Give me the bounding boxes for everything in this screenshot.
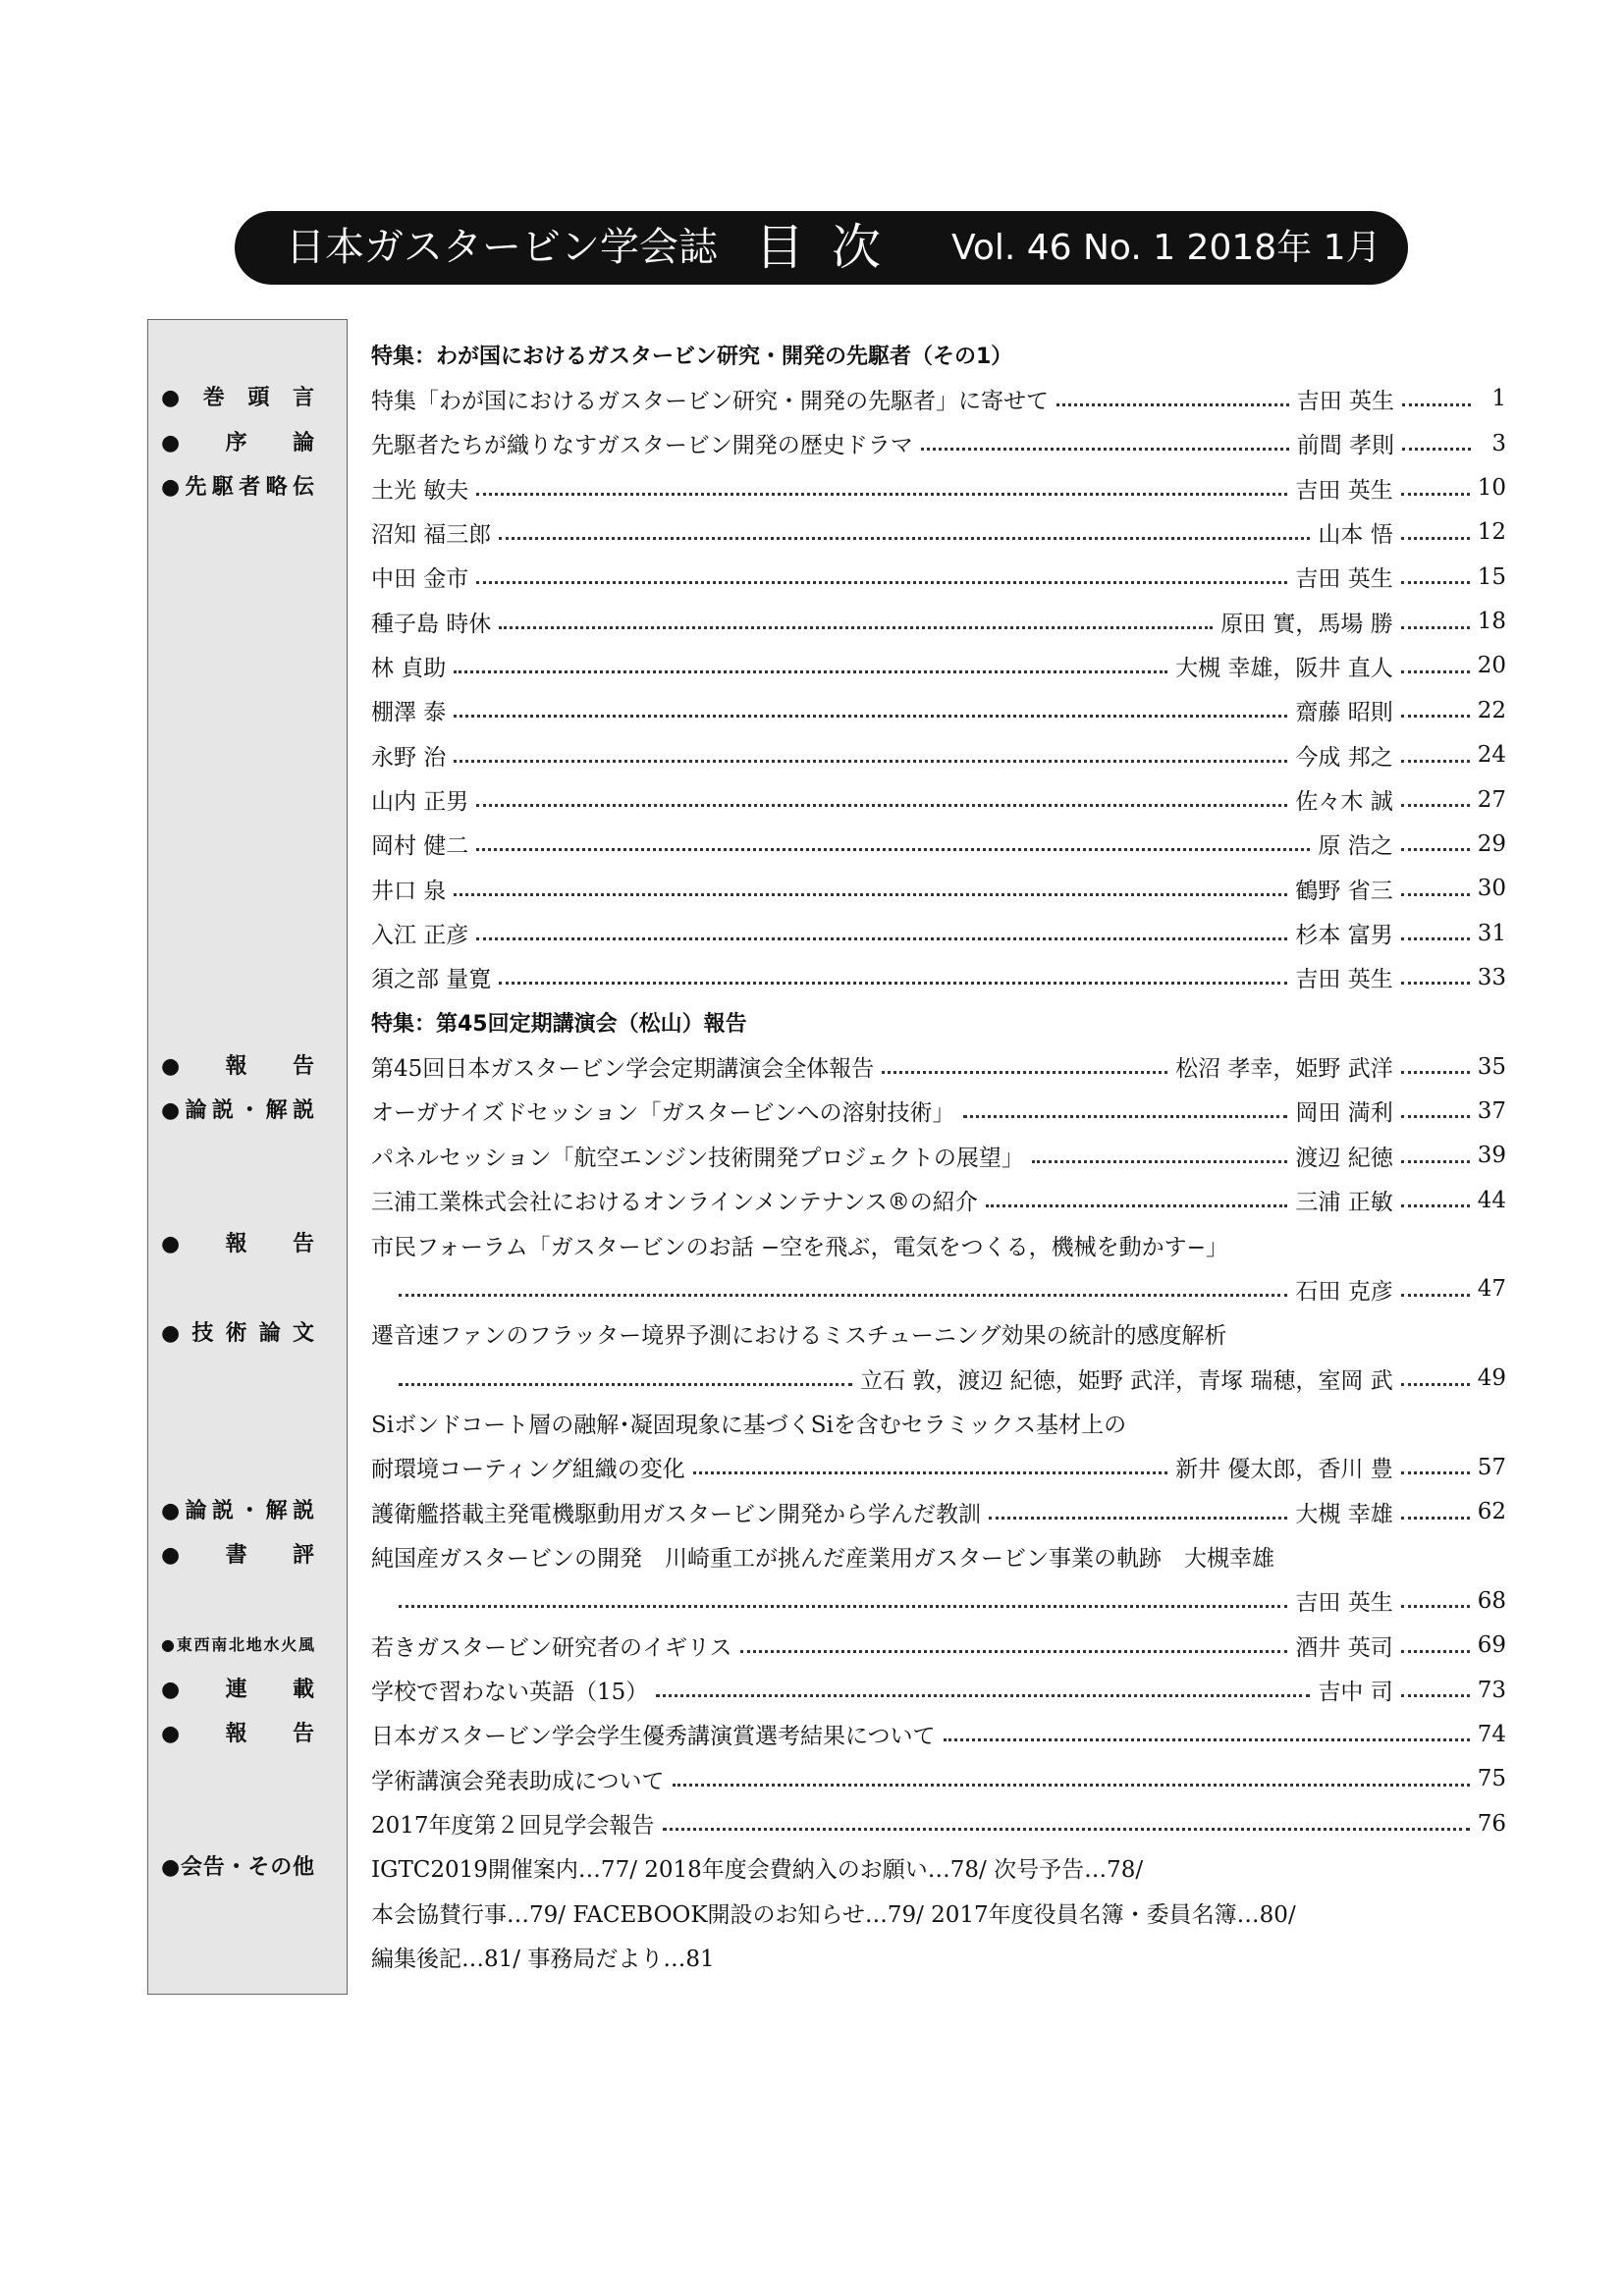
entry-author: 山本 悟 xyxy=(1318,521,1393,548)
entry-page-number: 3 xyxy=(1491,430,1506,456)
toc-line xyxy=(0,1846,1624,1890)
contents-title: 目次 xyxy=(755,219,908,276)
entry-author: 吉田 英生 xyxy=(1295,477,1393,504)
toc-category: ●技術論文 xyxy=(161,1320,314,1346)
dot-leader xyxy=(1401,1650,1470,1653)
entry-page-number: 62 xyxy=(1477,1499,1506,1525)
toc-entry[interactable] xyxy=(371,466,1506,509)
toc-line xyxy=(0,733,1624,776)
dot-leader xyxy=(399,1605,1287,1608)
entry-title: 遷音速ファンのフラッター境界予測におけるミスチューニング効果の統計的感度解析 xyxy=(371,1323,1227,1350)
entry-author: 吉中 司 xyxy=(1318,1680,1393,1705)
dot-leader xyxy=(1401,893,1470,896)
entry-author: 大槻 幸雄，阪井 直人 xyxy=(1175,655,1393,681)
entry-author: 大槻 幸雄 xyxy=(1295,1501,1393,1527)
entry-author: 石田 克彦 xyxy=(1295,1278,1393,1305)
entry-title: 沼知 福三郎 xyxy=(371,521,492,548)
toc-category: ●報告 xyxy=(161,1721,314,1746)
toc-line xyxy=(0,1669,1624,1712)
entry-page-number: 49 xyxy=(1477,1365,1506,1392)
toc-line xyxy=(0,1179,1624,1222)
toc-entry[interactable] xyxy=(371,510,1506,554)
dot-leader xyxy=(1401,537,1470,540)
dot-leader xyxy=(1401,760,1470,763)
entry-title: 林 貞助 xyxy=(371,655,447,681)
dot-leader xyxy=(499,626,1213,629)
entry-title: 三浦工業株式会社におけるオンラインメンテナンス®の紹介 xyxy=(371,1190,978,1216)
toc-entry[interactable] xyxy=(371,1090,1506,1133)
entry-author: 原 浩之 xyxy=(1318,833,1393,860)
entry-title: 入江 正彦 xyxy=(371,923,469,949)
entry-author: 前間 孝則 xyxy=(1296,433,1394,459)
section-title: 特集：わが国におけるガスタービン研究・開発の先駆者（その1） xyxy=(371,344,1013,369)
dot-leader xyxy=(693,1471,1167,1474)
dot-leader xyxy=(499,982,1287,985)
toc-entry[interactable] xyxy=(371,1134,1506,1177)
toc-entry[interactable] xyxy=(371,422,1506,465)
dot-leader xyxy=(454,893,1287,896)
entry-author: 立石 敦，渡辺 紀徳，姫野 武洋，青塚 瑞穂，室岡 武 xyxy=(860,1367,1393,1394)
toc-line xyxy=(0,377,1624,420)
toc-line xyxy=(0,1357,1624,1400)
entry-title: 日本ガスタービン学会学生優秀講演賞選考結果について xyxy=(371,1724,936,1750)
journal-title: 日本ガスタービン学会誌 xyxy=(286,225,718,270)
dot-leader xyxy=(399,1383,852,1386)
toc-line xyxy=(0,778,1624,822)
dot-leader xyxy=(944,1738,1470,1741)
toc-entry[interactable] xyxy=(371,689,1506,732)
entry-author: 岡田 満利 xyxy=(1295,1100,1393,1127)
toc-entry[interactable] xyxy=(371,823,1506,866)
toc-entry[interactable] xyxy=(371,778,1506,822)
toc-entry[interactable] xyxy=(371,1401,1506,1444)
dot-leader xyxy=(1401,982,1470,985)
entry-page-number: 35 xyxy=(1477,1053,1506,1080)
toc-entry[interactable] xyxy=(371,1713,1506,1756)
dot-leader xyxy=(921,448,1289,451)
dot-leader xyxy=(1401,1160,1470,1163)
entry-title: 永野 治 xyxy=(371,744,447,771)
dot-leader xyxy=(454,760,1287,763)
entry-title: 純国産ガスタービンの開発 川崎重工が挑んだ産業用ガスタービン事業の軌跡 大槻幸雄 xyxy=(371,1545,1274,1572)
entry-page-number: 68 xyxy=(1477,1587,1506,1614)
toc-line xyxy=(0,1936,1624,1979)
entry-page-number: 10 xyxy=(1477,475,1506,502)
toc-entry[interactable] xyxy=(371,1624,1506,1667)
volume-info: Vol. 46 No. 1 2018年 1月 xyxy=(951,228,1381,268)
entry-author: 吉田 英生 xyxy=(1295,967,1393,993)
toc-entry[interactable] xyxy=(371,1891,1506,1934)
entry-title: 土光 敏夫 xyxy=(371,477,469,504)
entry-page-number: 76 xyxy=(1477,1810,1506,1837)
toc-line xyxy=(0,1534,1624,1577)
entry-title: 棚澤 泰 xyxy=(371,700,447,726)
dot-leader xyxy=(1401,581,1470,584)
toc-entry[interactable] xyxy=(371,1446,1506,1489)
dot-leader xyxy=(656,1694,1310,1697)
toc-line xyxy=(0,1802,1624,1845)
entry-title: 特集「わが国におけるガスタービン研究・開発の先駆者」に寄せて xyxy=(371,388,1049,414)
dot-leader xyxy=(1401,1115,1470,1118)
entry-page-number: 44 xyxy=(1477,1187,1506,1213)
entry-page-number: 24 xyxy=(1477,742,1506,769)
entry-page-number: 29 xyxy=(1477,830,1506,857)
entry-title: 護衛艦搭載主発電機駆動用ガスタービン開発から学んだ教訓 xyxy=(371,1501,981,1527)
dot-leader xyxy=(986,1204,1288,1207)
dot-leader xyxy=(476,581,1287,584)
toc-header-banner xyxy=(235,211,1408,285)
toc-line xyxy=(0,689,1624,732)
entry-author: 鶴野 省三 xyxy=(1295,878,1393,904)
dot-leader xyxy=(673,1784,1470,1787)
entry-title: 山内 正男 xyxy=(371,789,469,815)
entry-author: 新井 優太郎，香川 豊 xyxy=(1175,1457,1393,1483)
entry-page-number: 30 xyxy=(1477,876,1506,902)
entry-page-number: 37 xyxy=(1477,1097,1506,1124)
toc-line xyxy=(0,510,1624,554)
entry-page-number: 74 xyxy=(1477,1721,1506,1747)
entry-page-number: 69 xyxy=(1477,1632,1506,1659)
dot-leader xyxy=(476,848,1310,851)
toc-entry[interactable] xyxy=(371,733,1506,776)
toc-entry[interactable] xyxy=(371,1669,1506,1712)
toc-category: ●書評 xyxy=(161,1543,314,1569)
entry-page-number: 12 xyxy=(1477,519,1506,546)
entry-title: 須之部 量寛 xyxy=(371,967,492,993)
toc-entry[interactable] xyxy=(371,377,1506,420)
toc-line xyxy=(0,912,1624,955)
dot-leader xyxy=(499,537,1310,540)
dot-leader xyxy=(476,937,1287,940)
toc-entry[interactable] xyxy=(371,1490,1506,1533)
toc-line xyxy=(0,1624,1624,1667)
entry-author: 吉田 英生 xyxy=(1295,566,1393,593)
dot-leader xyxy=(989,1517,1287,1520)
entry-title: 2017年度第２回見学会報告 xyxy=(371,1813,655,1840)
toc-category: ●会告・その他 xyxy=(161,1854,314,1880)
entry-title: 第45回日本ガスタービン学会定期講演会全体報告 xyxy=(371,1056,875,1083)
entry-author: 吉田 英生 xyxy=(1296,388,1394,414)
toc-line xyxy=(0,867,1624,910)
toc-entry[interactable] xyxy=(371,956,1506,999)
entry-title: IGTC2019開催案内…77/ 2018年度会費納入のお願い…78/ 次号予告…78/ xyxy=(371,1857,1144,1884)
dot-leader xyxy=(1401,715,1470,718)
toc-section-heading xyxy=(371,333,1506,376)
dot-leader xyxy=(1401,1605,1470,1608)
toc-line xyxy=(0,600,1624,643)
toc-category: ●報告 xyxy=(161,1053,314,1079)
toc-line xyxy=(0,1134,1624,1177)
toc-line xyxy=(0,466,1624,509)
entry-title: 学術講演会発表助成について xyxy=(371,1768,665,1794)
toc-category: ●論説・解説 xyxy=(161,1097,314,1123)
toc-line xyxy=(0,1713,1624,1756)
toc-entry[interactable] xyxy=(371,1267,1506,1310)
toc-entry[interactable] xyxy=(371,1757,1506,1800)
dot-leader xyxy=(1401,1383,1470,1386)
toc-line xyxy=(0,422,1624,465)
toc-entry[interactable] xyxy=(371,1846,1506,1890)
entry-page-number: 22 xyxy=(1477,697,1506,723)
dot-leader xyxy=(1401,493,1470,496)
dot-leader xyxy=(1401,670,1470,673)
toc-category: ●巻頭言 xyxy=(161,386,314,411)
dot-leader xyxy=(663,1828,1470,1831)
dot-leader xyxy=(1401,1517,1470,1520)
dot-leader xyxy=(1032,1160,1287,1163)
toc-line xyxy=(0,1579,1624,1623)
entry-page-number: 73 xyxy=(1477,1677,1506,1703)
entry-page-number: 57 xyxy=(1477,1454,1506,1480)
entry-page-number: 1 xyxy=(1491,386,1506,412)
entry-author: 原田 實，馬場 勝 xyxy=(1220,611,1393,637)
toc-line xyxy=(0,333,1624,376)
toc-category: ●先駆者略伝 xyxy=(161,475,314,501)
toc-category: ●論説・解説 xyxy=(161,1499,314,1524)
toc-line xyxy=(0,1446,1624,1489)
toc-line xyxy=(0,1891,1624,1934)
dot-leader xyxy=(1401,848,1470,851)
toc-entry[interactable] xyxy=(371,600,1506,643)
dot-leader xyxy=(1401,1071,1470,1074)
dot-leader xyxy=(399,1294,1287,1297)
toc-line xyxy=(0,1267,1624,1310)
dot-leader xyxy=(454,670,1167,673)
toc-entry[interactable] xyxy=(371,1045,1506,1089)
entry-title: 先駆者たちが織りなすガスタービン開発の歴史ドラマ xyxy=(371,433,913,459)
toc-line xyxy=(0,1090,1624,1133)
dot-leader xyxy=(882,1071,1167,1074)
dot-leader xyxy=(963,1115,1288,1118)
entry-title: 井口 泉 xyxy=(371,878,447,904)
toc-line xyxy=(0,1045,1624,1089)
toc-entry[interactable] xyxy=(371,1179,1506,1222)
entry-page-number: 39 xyxy=(1477,1143,1506,1169)
entry-title: 市民フォーラム「ガスタービンのお話 −空を飛ぶ，電気をつくる，機械を動かす−」 xyxy=(371,1234,1228,1260)
toc-entry[interactable] xyxy=(371,644,1506,687)
toc-line xyxy=(0,1312,1624,1356)
dot-leader xyxy=(1401,1294,1470,1297)
dot-leader xyxy=(1402,403,1471,406)
dot-leader xyxy=(476,493,1287,496)
toc-line xyxy=(0,823,1624,866)
toc-entry[interactable] xyxy=(371,1312,1506,1356)
entry-page-number: 47 xyxy=(1477,1276,1506,1303)
entry-author: 三浦 正敏 xyxy=(1295,1190,1393,1216)
toc-line xyxy=(0,956,1624,999)
dot-leader xyxy=(476,804,1287,807)
toc-entry[interactable] xyxy=(371,1579,1506,1623)
dot-leader xyxy=(1402,448,1471,451)
dot-leader xyxy=(1401,804,1470,807)
entry-page-number: 18 xyxy=(1477,609,1506,635)
entry-title: 編集後記…81/ 事務局だより…81 xyxy=(371,1947,715,1973)
entry-author: 吉田 英生 xyxy=(1295,1590,1393,1617)
dot-leader xyxy=(1401,1204,1470,1207)
toc-line xyxy=(0,644,1624,687)
entry-title: 学校で習わない英語（15） xyxy=(371,1680,649,1705)
entry-author: 齋藤 昭則 xyxy=(1295,700,1393,726)
toc-entry[interactable] xyxy=(371,1802,1506,1845)
entry-title: 中田 金市 xyxy=(371,566,469,593)
entry-author: 今成 邦之 xyxy=(1295,744,1393,771)
toc-line xyxy=(0,556,1624,599)
toc-entry[interactable] xyxy=(371,912,1506,955)
toc-entry[interactable] xyxy=(371,867,1506,910)
entry-page-number: 31 xyxy=(1477,920,1506,946)
dot-leader xyxy=(454,715,1287,718)
entry-page-number: 20 xyxy=(1477,653,1506,679)
entry-page-number: 15 xyxy=(1477,563,1506,590)
dot-leader xyxy=(740,1650,1288,1653)
toc-entry[interactable] xyxy=(371,1223,1506,1266)
entry-page-number: 75 xyxy=(1477,1766,1506,1792)
toc-line xyxy=(0,1401,1624,1444)
entry-title: 本会協賛行事…79/ FACEBOOK開設のお知らせ…79/ 2017年度役員名簿・委員名簿…80/ xyxy=(371,1901,1296,1928)
toc-category: ●報告 xyxy=(161,1232,314,1256)
entry-title: 岡村 健二 xyxy=(371,833,469,860)
entry-author: 酒井 英司 xyxy=(1295,1634,1393,1661)
entry-title: パネルセッション「航空エンジン技術開発プロジェクトの展望」 xyxy=(371,1145,1024,1171)
toc-entry[interactable] xyxy=(371,1534,1506,1577)
toc-entry[interactable] xyxy=(371,1936,1506,1979)
section-title: 特集：第45回定期講演会（松山）報告 xyxy=(371,1011,747,1037)
entry-title: 若きガスタービン研究者のイギリス xyxy=(371,1634,732,1661)
dot-leader xyxy=(1401,937,1470,940)
dot-leader xyxy=(1401,1471,1470,1474)
entry-author: 松沼 孝幸，姫野 武洋 xyxy=(1175,1056,1393,1083)
toc-section-heading xyxy=(371,1000,1506,1043)
toc-category: ●連載 xyxy=(161,1677,314,1702)
entry-author: 佐々木 誠 xyxy=(1295,789,1393,815)
entry-author: 渡辺 紀徳 xyxy=(1295,1145,1393,1171)
entry-page-number: 27 xyxy=(1477,786,1506,813)
entry-title: Siボンドコート層の融解･凝固現象に基づくSiを含むセラミックス基材上の xyxy=(371,1412,1127,1438)
toc-line xyxy=(0,1223,1624,1266)
toc-category: ●序論 xyxy=(161,430,314,455)
entry-page-number: 33 xyxy=(1477,964,1506,990)
toc-line xyxy=(0,1000,1624,1043)
entry-title: オーガナイズドセッション「ガスタービンへの溶射技術」 xyxy=(371,1100,955,1127)
toc-entry[interactable] xyxy=(371,556,1506,599)
toc-line xyxy=(0,1757,1624,1800)
entry-title: 種子島 時休 xyxy=(371,611,492,637)
dot-leader xyxy=(1401,1694,1470,1697)
dot-leader xyxy=(1401,626,1470,629)
toc-category: ●東西南北地水火風 xyxy=(161,1635,314,1655)
dot-leader xyxy=(1056,403,1289,406)
toc-entry[interactable] xyxy=(371,1357,1506,1400)
entry-title: 耐環境コーティング組織の変化 xyxy=(371,1457,685,1483)
entry-author: 杉本 富男 xyxy=(1295,923,1393,949)
toc-line xyxy=(0,1490,1624,1533)
